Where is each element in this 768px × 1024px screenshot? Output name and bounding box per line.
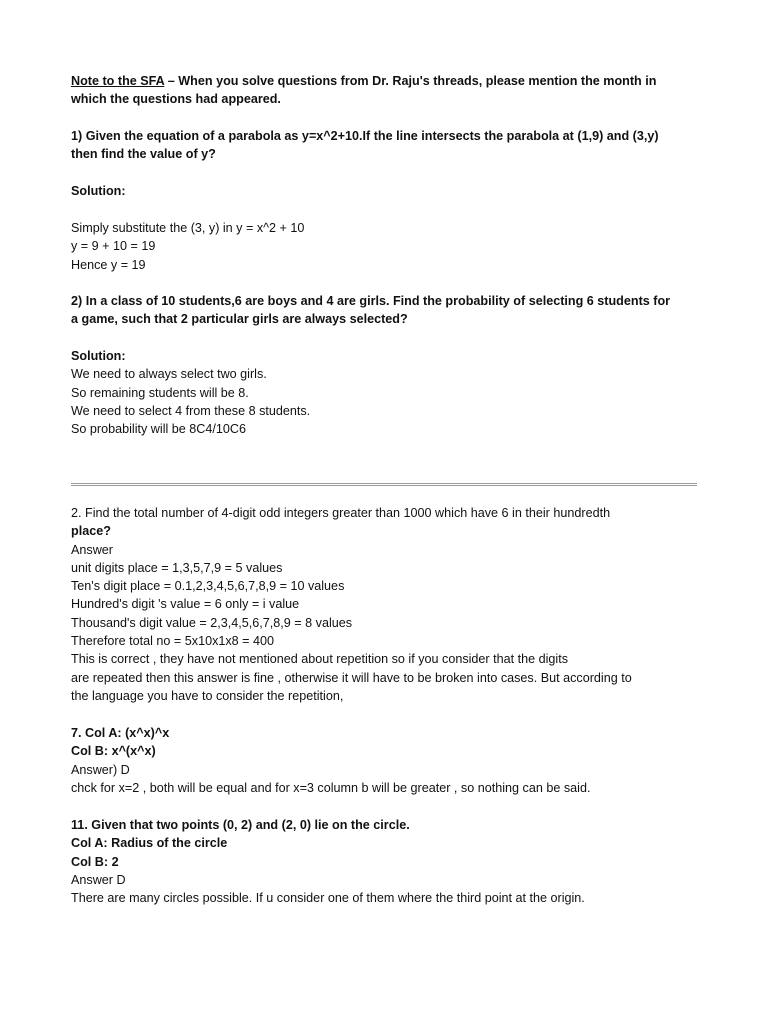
question-1-line-2: then find the value of y? bbox=[71, 147, 216, 162]
question-7-col-a: 7. Col A: (x^x)^x bbox=[71, 726, 170, 740]
question-7 bbox=[71, 724, 701, 797]
answer-line: Hundred's digit 's value = 6 only = i value bbox=[71, 597, 300, 612]
solution-line: So remaining students will be 8. bbox=[71, 385, 249, 400]
question-1 bbox=[71, 127, 701, 164]
note-block bbox=[71, 72, 701, 109]
solution-line: So probability will be 8C4/10C6 bbox=[71, 422, 247, 437]
question-11-col-b: Col B: 2 bbox=[71, 854, 119, 869]
solution-line: y = 9 + 10 = 19 bbox=[71, 239, 156, 254]
question-1-line-1: 1) Given the equation of a parabola as y=x^2+10.If the line intersects the parabola at (1,9) and (3,y) bbox=[71, 129, 659, 143]
note-line-1: Note to the SFA – When you solve questions from Dr. Raju's threads, please mention the month in bbox=[71, 74, 657, 88]
question-11-col-a: Col A: Radius of the circle bbox=[71, 836, 228, 851]
question-2 bbox=[71, 292, 701, 329]
note-line-2: which the questions had appeared. bbox=[71, 92, 281, 107]
solution-line: We need to select 4 from these 8 students. bbox=[71, 403, 311, 418]
question-2-line-2: a game, such that 2 particular girls are always selected? bbox=[71, 312, 408, 327]
answer-line: the language you have to consider the repetition, bbox=[71, 688, 344, 703]
solution-line: Simply substitute the (3, y) in y = x^2 + 10 bbox=[71, 221, 305, 235]
answer-line: There are many circles possible. If u consider one of them where the third point at the origin. bbox=[71, 891, 585, 906]
question-digits-line-2: place? bbox=[71, 524, 111, 539]
solution-label: Solution: bbox=[71, 349, 126, 363]
question-11 bbox=[71, 816, 701, 907]
question-2-solution bbox=[71, 347, 701, 438]
answer-line: are repeated then this answer is fine , otherwise it will have to be broken into cases. But according to bbox=[71, 670, 632, 685]
answer-line: This is correct , they have not mentioned about repetition so if you consider that the digits bbox=[71, 652, 569, 667]
section-divider bbox=[71, 483, 697, 486]
answer-line: Ten's digit place = 0.1,2,3,4,5,6,7,8,9 = 10 values bbox=[71, 579, 345, 594]
question-1-solution bbox=[71, 219, 701, 274]
question-7-col-b: Col B: x^(x^x) bbox=[71, 744, 156, 759]
question-digits-line-1: 2. Find the total number of 4-digit odd integers greater than 1000 which have 6 in their hundredth bbox=[71, 506, 611, 520]
answer-label: Answer D bbox=[71, 872, 126, 887]
solution-line: We need to always select two girls. bbox=[71, 367, 267, 382]
question-11-line: 11. Given that two points (0, 2) and (2, 0) lie on the circle. bbox=[71, 818, 410, 832]
question-2-line-1: 2) In a class of 10 students,6 are boys and 4 are girls. Find the probability of selecting 6 students for bbox=[71, 294, 671, 308]
solution-line: Hence y = 19 bbox=[71, 257, 146, 272]
question-1-solution-label: Solution: bbox=[71, 184, 126, 198]
answer-line: Thousand's digit value = 2,3,4,5,6,7,8,9 = 8 values bbox=[71, 615, 353, 630]
answer-line: unit digits place = 1,3,5,7,9 = 5 values bbox=[71, 560, 283, 575]
answer-line: chck for x=2 , both will be equal and for x=3 column b will be greater , so nothing can be said. bbox=[71, 780, 591, 795]
question-digits bbox=[71, 504, 701, 705]
answer-label: Answer bbox=[71, 542, 113, 557]
note-heading: Note to the SFA bbox=[71, 74, 165, 88]
answer-label: Answer) D bbox=[71, 762, 130, 777]
answer-line: Therefore total no = 5x10x1x8 = 400 bbox=[71, 634, 275, 649]
